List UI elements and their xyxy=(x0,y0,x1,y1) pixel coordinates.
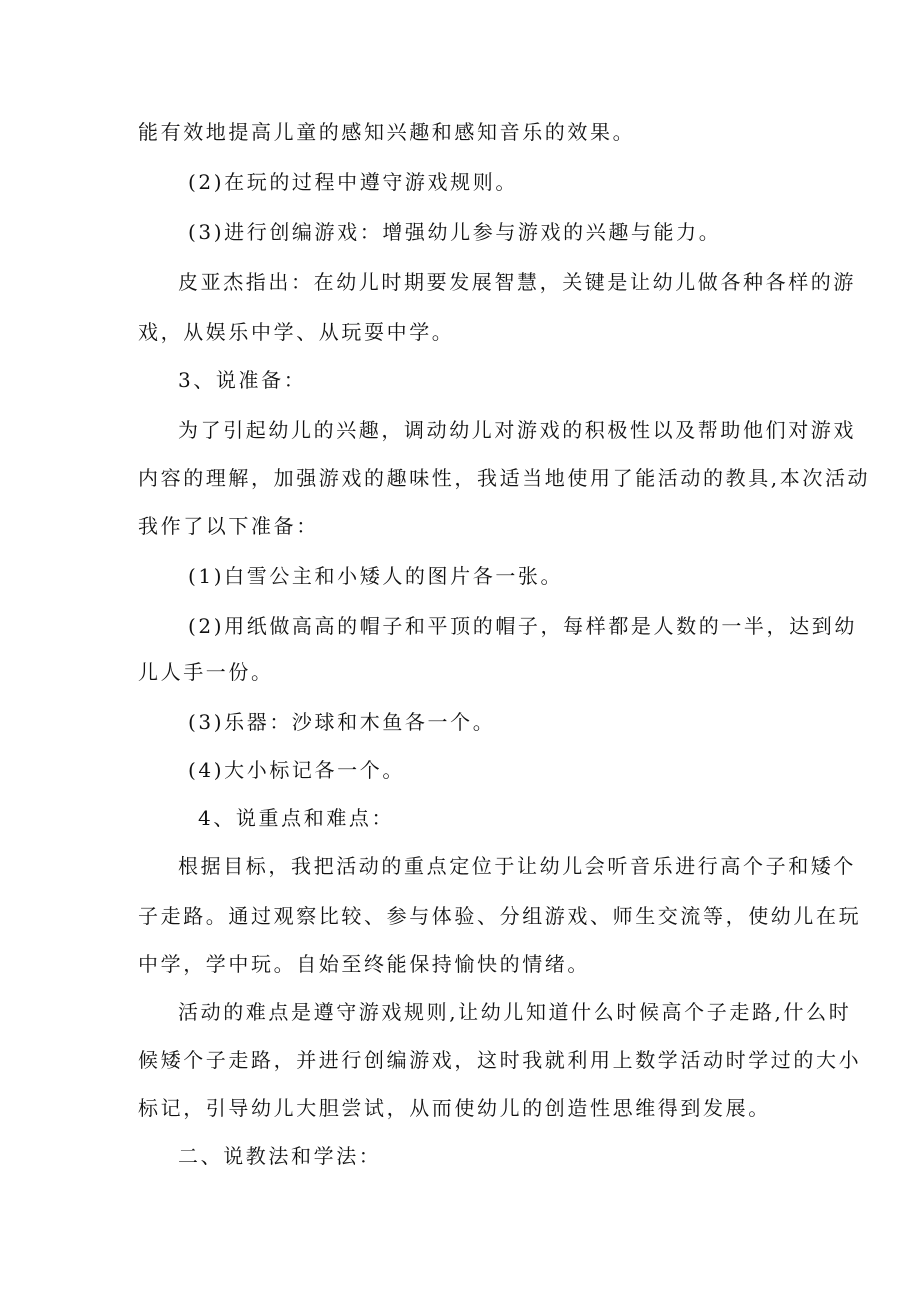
section-heading: 4、说重点和难点： xyxy=(198,806,395,830)
paragraph-line: 我作了以下准备： xyxy=(138,514,319,538)
paragraph-line: 戏，从娱乐中学、从玩耍中学。 xyxy=(138,320,455,344)
paragraph-line: 内容的理解，加强游戏的趣味性，我适当地使用了能活动的教具,本次活动 xyxy=(138,466,871,490)
paragraph-line: 子走路。通过观察比较、参与体验、分组游戏、师生交流等，使幼儿在玩 xyxy=(138,904,862,928)
list-item-line: (2)在玩的过程中遵守游戏规则。 xyxy=(188,170,518,194)
list-item-line: (3)乐器：沙球和木鱼各一个。 xyxy=(188,710,496,734)
paragraph-line: 活动的难点是遵守游戏规则,让幼儿知道什么时候高个子走路,什么时 xyxy=(178,1000,852,1024)
paragraph-line: 中学，学中玩。自始至终能保持愉快的情绪。 xyxy=(138,952,590,976)
paragraph-line: 标记，引导幼儿大胆尝试，从而使幼儿的创造性思维得到发展。 xyxy=(138,1096,771,1120)
list-item-line: (3)进行创编游戏：增强幼儿参与游戏的兴趣与能力。 xyxy=(188,220,722,244)
section-heading: 二、说教法和学法： xyxy=(178,1144,382,1168)
section-heading: 3、说准备： xyxy=(178,368,307,392)
paragraph-line: 根据目标，我把活动的重点定位于让幼儿会听音乐进行高个子和矮个 xyxy=(178,854,856,878)
paragraph-line: 为了引起幼儿的兴趣，调动幼儿对游戏的积极性以及帮助他们对游戏 xyxy=(178,418,856,442)
list-item-line: (4)大小标记各一个。 xyxy=(188,758,405,782)
paragraph-line: 儿人手一份。 xyxy=(138,660,274,684)
paragraph-line: 候矮个子走路，并进行创编游戏，这时我就利用上数学活动时学过的大小 xyxy=(138,1048,862,1072)
list-item-line: (1)白雪公主和小矮人的图片各一张。 xyxy=(188,564,564,588)
list-item-line: (2)用纸做高高的帽子和平顶的帽子，每样都是人数的一半，达到幼 xyxy=(188,614,857,638)
paragraph-line: 能有效地提高儿童的感知兴趣和感知音乐的效果。 xyxy=(138,120,636,144)
paragraph-line: 皮亚杰指出：在幼儿时期要发展智慧，关键是让幼儿做各种各样的游 xyxy=(178,270,856,294)
